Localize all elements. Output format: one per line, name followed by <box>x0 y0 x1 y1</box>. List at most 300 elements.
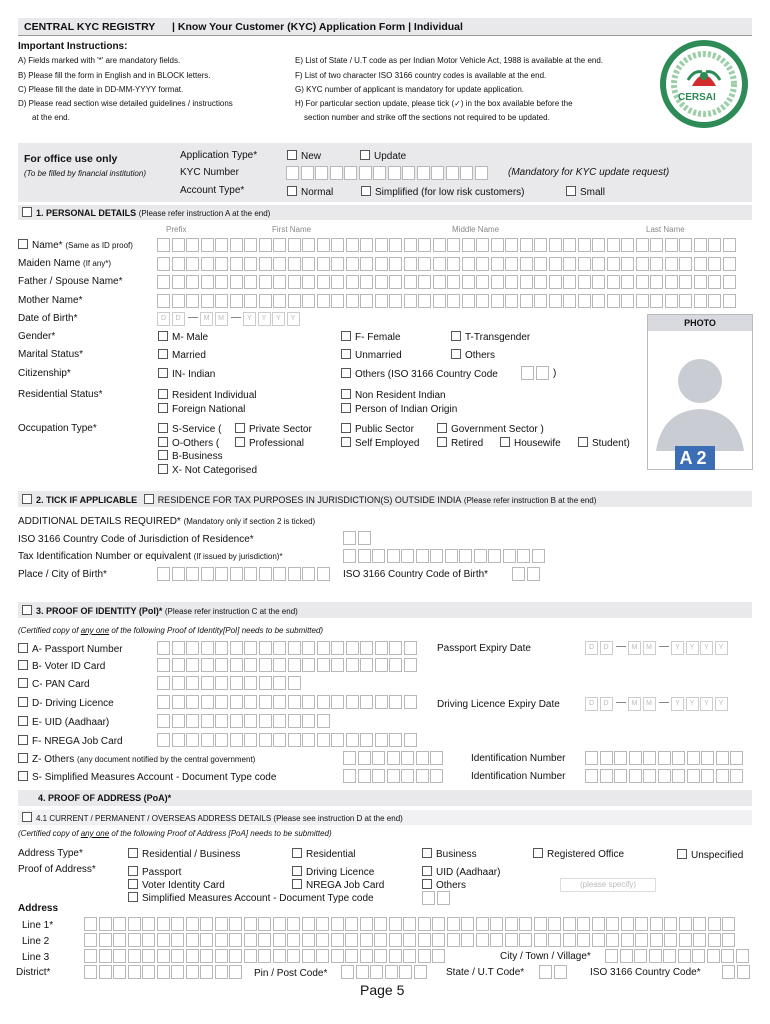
poa-passport-checkbox[interactable] <box>128 866 138 876</box>
poa-nrega-checkbox[interactable] <box>292 879 302 889</box>
occ-others-checkbox[interactable] <box>158 437 168 447</box>
district-label: District* <box>16 967 51 978</box>
small-label: Small <box>580 187 606 198</box>
occ-retired[interactable] <box>437 437 483 449</box>
poa-note-u: any one <box>80 829 110 838</box>
poi-note-a: (Certified copy of <box>18 626 81 635</box>
gender-male[interactable] <box>158 331 208 343</box>
poa-driving-label: Driving Licence <box>306 867 375 878</box>
simplified-checkbox[interactable] <box>361 186 371 196</box>
resident-checkbox[interactable] <box>158 389 168 399</box>
professional-checkbox[interactable] <box>235 437 245 447</box>
line3-label: Line 3 <box>22 952 50 963</box>
private-label: Private Sector <box>249 424 312 435</box>
resid-nri[interactable] <box>341 389 446 401</box>
poa-simplified-label: Simplified Measures Account - Document Type code <box>142 893 374 904</box>
poa-uid-checkbox[interactable] <box>422 866 432 876</box>
kyc-number-boxes[interactable] <box>286 166 489 180</box>
poi-passport-label: A- Passport Number <box>32 644 123 655</box>
additional-hint: (Mandatory only if section 2 is ticked) <box>183 517 316 526</box>
de-m2: M <box>643 697 656 711</box>
section4-title: 4. PROOF OF ADDRESS (PoA)* <box>38 793 172 803</box>
poa-nrega-label: NREGA Job Card <box>306 880 385 891</box>
marital-others-label: Others <box>465 350 496 361</box>
occ-public[interactable] <box>341 423 414 435</box>
poi-others-ident-label: Identification Number <box>471 753 566 764</box>
tin-hint: (If issued by jurisdiction)* <box>193 552 283 561</box>
poi-note <box>18 626 323 635</box>
poa-note-b: of the following Proof of Address [PoA] needs to be submitted) <box>109 829 332 838</box>
poi-passport-checkbox[interactable] <box>18 643 28 653</box>
de-y4: Y <box>715 697 728 711</box>
pe-m1: M <box>628 641 641 655</box>
marital-others[interactable] <box>451 349 495 361</box>
tax-residence-checkbox[interactable] <box>144 494 154 504</box>
small-checkbox[interactable] <box>566 186 576 196</box>
poi-driving-checkbox[interactable] <box>18 697 28 707</box>
line3-boxes[interactable] <box>84 949 447 963</box>
student-label: Student) <box>592 438 630 449</box>
state-label: State / U.T Code* <box>446 967 525 978</box>
poi-uid-label: E- UID (Aadhaar) <box>32 717 110 728</box>
passport-number-boxes[interactable] <box>157 641 418 655</box>
pe-m2: M <box>643 641 656 655</box>
iso-residence-label: ISO 3166 Country Code of Jurisdiction of Residence* <box>18 534 254 545</box>
transgender-checkbox[interactable] <box>451 331 461 341</box>
indian-label: IN- Indian <box>172 369 216 380</box>
poa-note <box>18 829 332 838</box>
registry-name: CENTRAL KYC REGISTRY <box>24 21 156 33</box>
occ-others[interactable] <box>158 437 219 449</box>
poa-nrega[interactable] <box>292 879 384 891</box>
form-title: | Know Your Customer (KYC) Application Form | Individual <box>172 21 463 33</box>
occupation-label: Occupation Type* <box>18 423 97 434</box>
voter-boxes[interactable] <box>157 658 418 672</box>
section1-title-text: 1. PERSONAL DETAILS <box>36 208 137 218</box>
instruction-c: C) Please fill the date in DD-MM-YYYY format. <box>18 85 184 94</box>
resid-pio[interactable] <box>341 403 457 415</box>
section41-title[interactable] <box>22 812 403 823</box>
pin-boxes[interactable] <box>341 965 428 979</box>
occ-self-employed[interactable] <box>341 437 419 449</box>
dob-m1: M <box>200 312 213 326</box>
application-type-update[interactable] <box>360 150 406 162</box>
poi-note-b: of the following Proof of Identity[PoI] needs to be submitted) <box>109 626 324 635</box>
section41-hint: (Please see instruction D at the end) <box>273 814 403 823</box>
public-label: Public Sector <box>355 424 414 435</box>
section3-title-text: 3. PROOF OF IDENTITY (PoI)* <box>36 606 163 616</box>
dob-y4: Y <box>287 312 300 326</box>
iso-country-label: ISO 3166 Country Code* <box>590 967 701 978</box>
district-boxes[interactable] <box>84 965 244 979</box>
instruction-d: D) Please read section wise detailed guidelines / instructions <box>18 99 233 108</box>
registered-label: Registered Office <box>547 849 625 860</box>
photo-title: PHOTO <box>648 315 752 331</box>
poi-others[interactable] <box>18 753 255 765</box>
pe-y2: Y <box>686 641 699 655</box>
pio-label: Person of Indian Origin <box>355 404 458 415</box>
col-first-name: First Name <box>272 225 312 234</box>
name-checkbox[interactable] <box>18 239 28 249</box>
business-label: B-Business <box>172 451 223 462</box>
addr-type-registered[interactable] <box>533 848 624 860</box>
gender-female[interactable] <box>341 331 401 343</box>
poi-voter-checkbox[interactable] <box>18 660 28 670</box>
poi-nrega[interactable] <box>18 735 123 747</box>
occ-not-categorised[interactable] <box>158 464 257 476</box>
father-name-label: Father / Spouse Name* <box>18 276 123 287</box>
citizenship-iso-boxes[interactable] <box>521 366 550 380</box>
passport-expiry-input[interactable] <box>585 641 729 655</box>
account-type-label: Account Type* <box>180 185 245 196</box>
resbus-checkbox[interactable] <box>128 848 138 858</box>
addr-business-label: Business <box>436 849 477 860</box>
kyc-number-label: KYC Number <box>180 167 239 178</box>
address-type-label: Address Type* <box>18 848 83 859</box>
foreign-checkbox[interactable] <box>158 403 168 413</box>
female-checkbox[interactable] <box>341 331 351 341</box>
retired-label: Retired <box>451 438 484 449</box>
dob-y1: Y <box>243 312 256 326</box>
maiden-name-boxes[interactable] <box>157 257 737 271</box>
poa-uid-label: UID (Aadhaar) <box>436 867 501 878</box>
tin-boxes[interactable] <box>343 549 546 563</box>
dob-input[interactable] <box>157 312 301 326</box>
retired-checkbox[interactable] <box>437 437 447 447</box>
poi-voter-label: B- Voter ID Card <box>32 661 106 672</box>
poi-nrega-label: F- NREGA Job Card <box>32 736 123 747</box>
unspecified-checkbox[interactable] <box>677 849 687 859</box>
poi-passport[interactable] <box>18 643 123 655</box>
col-prefix: Prefix <box>166 225 187 234</box>
account-type-normal[interactable] <box>287 186 333 198</box>
citizenship-others-checkbox[interactable] <box>341 368 351 378</box>
section41-checkbox[interactable] <box>22 812 32 822</box>
normal-label: Normal <box>301 187 334 198</box>
a2-badge: A2 <box>675 446 715 470</box>
driving-expiry-label: Driving Licence Expiry Date <box>437 699 560 710</box>
line2-label: Line 2 <box>22 936 50 947</box>
additional-text: ADDITIONAL DETAILS REQUIRED* <box>18 516 181 527</box>
maiden-hint: (If any*) <box>83 259 112 268</box>
unspecified-label: Unspecified <box>691 850 744 861</box>
col-last-name: Last Name <box>646 225 685 234</box>
poa-voter-checkbox[interactable] <box>128 879 138 889</box>
occ-private[interactable] <box>235 423 312 435</box>
iso-birth-boxes[interactable] <box>512 567 541 581</box>
transgender-label: T-Transgender <box>465 332 531 343</box>
poa-others-specify[interactable]: (please specify) <box>560 878 656 892</box>
instruction-f: F) List of two character ISO 3166 country codes is available at the end. <box>295 71 547 80</box>
poi-simplified-ident-label: Identification Number <box>471 771 566 782</box>
poi-pan[interactable] <box>18 678 90 690</box>
de-d1: D <box>585 697 598 711</box>
name-hint: (Same as ID proof) <box>65 241 133 250</box>
dob-d1: D <box>157 312 170 326</box>
housewife-label: Housewife <box>514 438 561 449</box>
page-number: Page 5 <box>360 982 405 998</box>
instruction-h-cont: section number and strike off the sections not required to be updated. <box>304 113 550 122</box>
poi-simplified-checkbox[interactable] <box>18 771 28 781</box>
poi-others-label: Z- Others <box>32 754 75 765</box>
citizenship-label: Citizenship* <box>18 368 71 379</box>
occ-government[interactable] <box>437 423 544 435</box>
normal-checkbox[interactable] <box>287 186 297 196</box>
simplified-label: Simplified (for low risk customers) <box>375 187 525 198</box>
mother-name-label: Mother Name* <box>18 295 83 306</box>
place-of-birth-boxes[interactable] <box>157 567 331 581</box>
name-boxes[interactable] <box>157 238 737 252</box>
line1-boxes[interactable] <box>84 917 737 931</box>
marital-unmarried[interactable] <box>341 349 402 361</box>
section2-checkbox[interactable] <box>22 494 32 504</box>
marital-married[interactable] <box>158 349 206 361</box>
occ-student[interactable] <box>578 437 630 449</box>
section3-hint: (Please refer instruction C at the end) <box>164 607 298 616</box>
iso-country-boxes[interactable] <box>722 965 751 979</box>
poi-driving[interactable] <box>18 697 114 709</box>
office-use-subtitle: (To be filled by financial institution) <box>24 169 146 178</box>
de-d2: D <box>600 697 613 711</box>
poi-note-u: any one <box>80 626 110 635</box>
poa-simplified-boxes[interactable] <box>422 891 451 905</box>
citizenship-others-label: Others (ISO 3166 Country Code <box>355 369 498 380</box>
occ-housewife[interactable] <box>500 437 561 449</box>
tin-text: Tax Identification Number or equivalent <box>18 551 191 562</box>
instruction-e: E) List of State / U.T code as per Indian Motor Vehicle Act, 1988 is available at the end. <box>295 56 604 65</box>
section1-title[interactable] <box>22 207 270 218</box>
service-checkbox[interactable] <box>158 423 168 433</box>
city-boxes[interactable] <box>605 949 750 963</box>
marital-label: Marital Status* <box>18 349 84 360</box>
col-middle-name: Middle Name <box>452 225 500 234</box>
pe-d1: D <box>585 641 598 655</box>
occ-business[interactable] <box>158 450 223 462</box>
unmarried-checkbox[interactable] <box>341 349 351 359</box>
poa-uid[interactable] <box>422 866 500 878</box>
student-checkbox[interactable] <box>578 437 588 447</box>
section3-checkbox[interactable] <box>22 605 32 615</box>
poi-pan-checkbox[interactable] <box>18 678 28 688</box>
pio-checkbox[interactable] <box>341 403 351 413</box>
poi-uid-checkbox[interactable] <box>18 716 28 726</box>
cersai-logo-text: CERSAI <box>678 92 716 103</box>
mother-name-boxes[interactable] <box>157 294 737 308</box>
poa-passport[interactable] <box>128 866 181 878</box>
poi-nrega-checkbox[interactable] <box>18 735 28 745</box>
poa-note-a: (Certified copy of <box>18 829 81 838</box>
dob-y3: Y <box>272 312 285 326</box>
de-y1: Y <box>671 697 684 711</box>
application-type-new[interactable] <box>287 150 321 162</box>
male-label: M- Male <box>172 332 209 343</box>
pin-label: Pin / Post Code* <box>254 968 328 979</box>
kyc-number-note: (Mandatory for KYC update request) <box>508 167 670 178</box>
unmarried-label: Unmarried <box>355 350 402 361</box>
place-of-birth-label: Place / City of Birth* <box>18 569 107 580</box>
indian-checkbox[interactable] <box>158 368 168 378</box>
nri-checkbox[interactable] <box>341 389 351 399</box>
dob-d2: D <box>172 312 185 326</box>
resid-resident[interactable] <box>158 389 257 401</box>
poi-others-hint: (any document notified by the central government) <box>77 755 256 764</box>
poa-others-label: Others <box>436 880 467 891</box>
maiden-text: Maiden Name <box>18 258 81 269</box>
addr-business-checkbox[interactable] <box>422 848 432 858</box>
poi-simplified-label: S- Simplified Measures Account - Document Type code <box>32 772 277 783</box>
pe-y1: Y <box>671 641 684 655</box>
person-silhouette-icon <box>648 331 752 451</box>
service-label: S-Service ( <box>172 424 222 435</box>
update-label: Update <box>374 151 407 162</box>
addr-type-residential[interactable] <box>292 848 355 860</box>
gender-label: Gender* <box>18 331 56 342</box>
instruction-b: B) Please fill the form in English and in BLOCK letters. <box>18 71 211 80</box>
name-label[interactable] <box>18 239 133 251</box>
self-employed-checkbox[interactable] <box>341 437 351 447</box>
married-checkbox[interactable] <box>158 349 168 359</box>
city-label: City / Town / Village* <box>500 951 591 962</box>
dob-y2: Y <box>258 312 271 326</box>
government-checkbox[interactable] <box>437 423 447 433</box>
marital-others-checkbox[interactable] <box>451 349 461 359</box>
driving-boxes[interactable] <box>157 695 418 709</box>
update-checkbox[interactable] <box>360 150 370 160</box>
de-y2: Y <box>686 697 699 711</box>
addr-type-resbus[interactable] <box>128 848 240 860</box>
poi-driving-label: D- Driving Licence <box>32 698 114 709</box>
iso-residence-boxes[interactable] <box>343 531 372 545</box>
residential-label: Residential <box>306 849 356 860</box>
resident-label: Resident Individual <box>172 390 257 401</box>
government-label: Government Sector ) <box>451 424 544 435</box>
section2-hint: (Please refer instruction B at the end) <box>463 496 597 505</box>
instructions-heading: Important Instructions: <box>18 41 128 52</box>
section3-title[interactable] <box>22 605 298 616</box>
passport-expiry-label: Passport Expiry Date <box>437 643 531 654</box>
citizenship-indian[interactable] <box>158 368 215 380</box>
poi-simplified[interactable] <box>18 771 276 783</box>
citizenship-others[interactable] <box>341 368 498 380</box>
instruction-g: G) KYC number of applicant is mandatory for update application. <box>295 85 525 94</box>
state-boxes[interactable] <box>539 965 568 979</box>
maiden-name-label <box>18 258 111 269</box>
residential-checkbox[interactable] <box>292 848 302 858</box>
gender-transgender[interactable] <box>451 331 530 343</box>
poi-simplified-ident-boxes[interactable] <box>585 769 745 783</box>
resbus-label: Residential / Business <box>142 849 241 860</box>
section41-title-text: 4.1 CURRENT / PERMANENT / OVERSEAS ADDRESS DETAILS <box>36 814 272 823</box>
additional-details-label <box>18 516 315 527</box>
not-categorised-checkbox[interactable] <box>158 464 168 474</box>
new-label: New <box>301 151 322 162</box>
occ-professional[interactable] <box>235 437 304 449</box>
iso-birth-label: ISO 3166 Country Code of Birth* <box>343 569 489 580</box>
instruction-d-cont: at the end. <box>32 113 70 122</box>
cersai-logo <box>660 40 748 128</box>
poa-driving[interactable] <box>292 866 374 878</box>
not-categorised-label: X- Not Categorised <box>172 465 258 476</box>
poi-others-ident-boxes[interactable] <box>585 751 745 765</box>
resid-foreign[interactable] <box>158 403 245 415</box>
poi-others-boxes[interactable] <box>343 751 445 765</box>
de-m1: M <box>628 697 641 711</box>
professional-label: Professional <box>249 438 305 449</box>
occ-service[interactable] <box>158 423 221 435</box>
account-type-small[interactable] <box>566 186 605 198</box>
uid-boxes[interactable] <box>157 714 331 728</box>
residential-status-label: Residential Status* <box>18 389 103 400</box>
poa-voter-label: Voter Identity Card <box>142 880 225 891</box>
poi-uid[interactable] <box>18 716 109 728</box>
housewife-checkbox[interactable] <box>500 437 510 447</box>
section1-hint: (Please refer instruction A at the end) <box>138 209 271 218</box>
section2-title2: RESIDENCE FOR TAX PURPOSES IN JURISDICTION(S) OUTSIDE INDIA <box>157 495 462 505</box>
de-y3: Y <box>700 697 713 711</box>
married-label: Married <box>172 350 206 361</box>
instruction-h: H) For particular section update, please tick (✓) in the box available before the <box>295 99 573 108</box>
poa-voter[interactable] <box>128 879 225 891</box>
registered-checkbox[interactable] <box>533 848 543 858</box>
poi-others-checkbox[interactable] <box>18 753 28 763</box>
poa-driving-checkbox[interactable] <box>292 866 302 876</box>
pe-y4: Y <box>715 641 728 655</box>
section2-title[interactable] <box>22 494 596 505</box>
application-type-label: Application Type* <box>180 150 258 161</box>
poa-simplified[interactable] <box>128 892 374 904</box>
pe-y3: Y <box>700 641 713 655</box>
section1-checkbox[interactable] <box>22 207 32 217</box>
poi-voter[interactable] <box>18 660 105 672</box>
line2-boxes[interactable] <box>84 933 737 947</box>
section2-title-text: 2. TICK IF APPLICABLE <box>36 495 138 505</box>
proof-of-address-label: Proof of Address* <box>18 864 96 875</box>
female-label: F- Female <box>355 332 401 343</box>
address-heading: Address <box>18 903 59 914</box>
poa-simplified-checkbox[interactable] <box>128 892 138 902</box>
addr-type-unspecified[interactable] <box>677 849 743 861</box>
pan-boxes[interactable] <box>157 676 302 690</box>
tin-label <box>18 551 283 562</box>
poi-simplified-boxes[interactable] <box>343 769 445 783</box>
instruction-a: A) Fields marked with '*' are mandatory fields. <box>18 56 181 65</box>
driving-expiry-input[interactable] <box>585 697 729 711</box>
public-checkbox[interactable] <box>341 423 351 433</box>
private-checkbox[interactable] <box>235 423 245 433</box>
office-use-title: For office use only <box>24 153 118 165</box>
line1-label: Line 1* <box>22 920 54 931</box>
new-checkbox[interactable] <box>287 150 297 160</box>
poa-others-checkbox[interactable] <box>422 879 432 889</box>
foreign-label: Foreign National <box>172 404 246 415</box>
account-type-simplified[interactable] <box>361 186 524 198</box>
nrega-boxes[interactable] <box>157 733 418 747</box>
self-employed-label: Self Employed <box>355 438 420 449</box>
poa-others[interactable] <box>422 879 466 891</box>
addr-type-business[interactable] <box>422 848 477 860</box>
poi-pan-label: C- PAN Card <box>32 679 90 690</box>
nri-label: Non Resident Indian <box>355 390 446 401</box>
name-text: Name* <box>32 240 63 251</box>
pe-d2: D <box>600 641 613 655</box>
business-checkbox[interactable] <box>158 450 168 460</box>
citizenship-close: ) <box>553 368 557 379</box>
occ-others-label: O-Others ( <box>172 438 220 449</box>
dob-label: Date of Birth* <box>18 313 78 324</box>
father-name-boxes[interactable] <box>157 275 737 289</box>
male-checkbox[interactable] <box>158 331 168 341</box>
poa-passport-label: Passport <box>142 867 182 878</box>
